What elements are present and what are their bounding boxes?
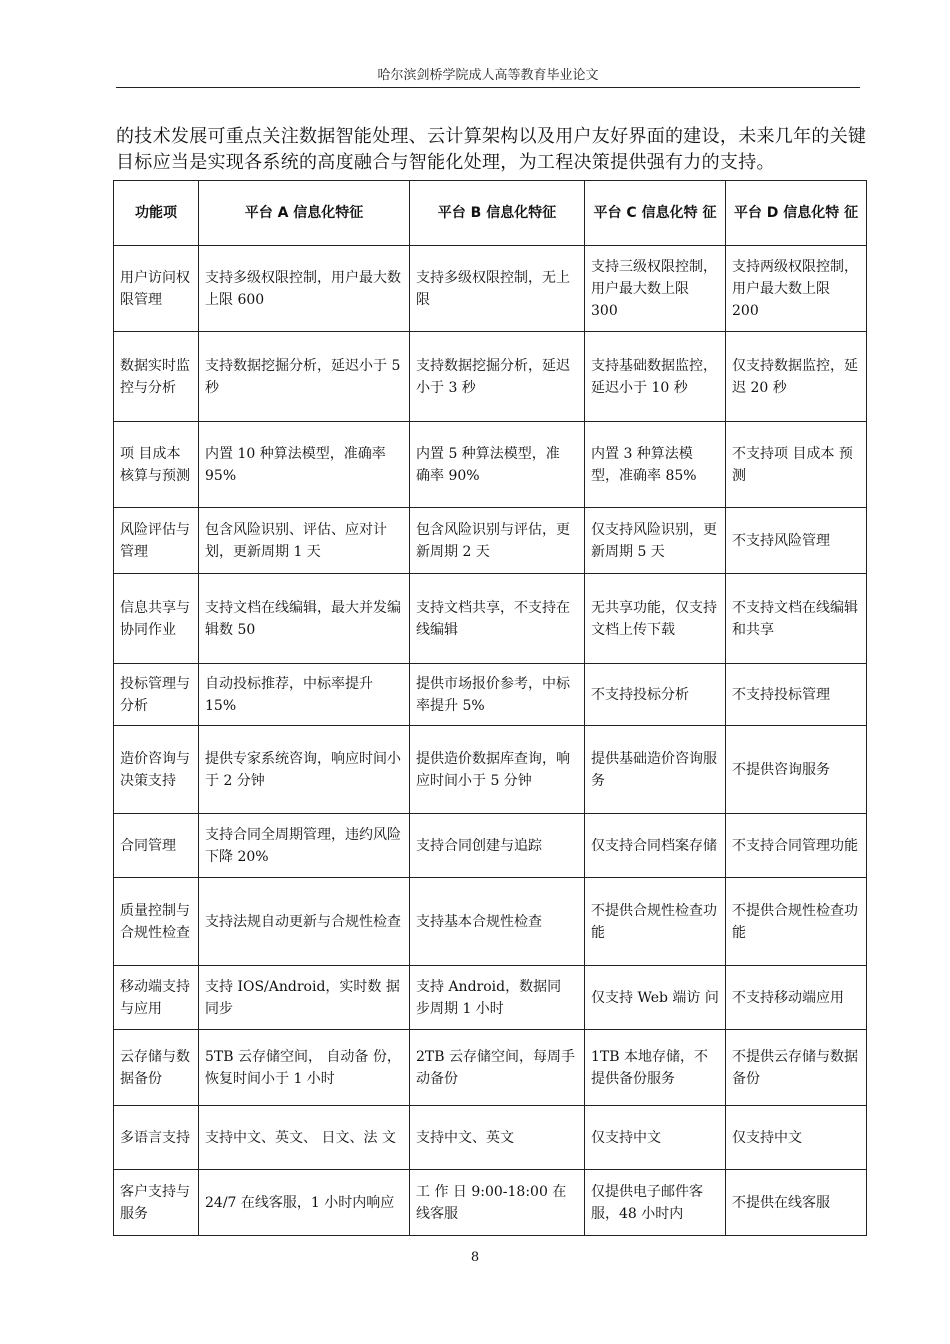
table-cell: 内置 10 种算法模型，准确率 95% bbox=[199, 422, 410, 508]
table-cell: 工 作 日 9:00-18:00 在 线客服 bbox=[410, 1170, 585, 1236]
table-cell: 支持合同全周期管理，违约风险下降 20% bbox=[199, 814, 410, 878]
table-cell: 客户支持与服务 bbox=[114, 1170, 199, 1236]
header-rule bbox=[116, 87, 860, 88]
table-row bbox=[114, 878, 867, 966]
table-cell: 不提供在线客服 bbox=[726, 1170, 867, 1236]
header-cell: 平台 C 信息化特 征 bbox=[585, 181, 726, 246]
table-cell: 合同管理 bbox=[114, 814, 199, 878]
table-cell: 云存储与数据备份 bbox=[114, 1030, 199, 1106]
table-cell: 5TB 云存储空间， 自动备 份，恢复时间小于 1 小时 bbox=[199, 1030, 410, 1106]
table-cell: 自动投标推荐，中标率提升 15% bbox=[199, 664, 410, 726]
table-cell: 信息共享与协同作业 bbox=[114, 574, 199, 664]
table-row bbox=[114, 814, 867, 878]
table-header-row bbox=[114, 181, 867, 246]
table-cell: 仅支持合同档案存储 bbox=[585, 814, 726, 878]
table-cell: 支持基础数据监控，延迟小于 10 秒 bbox=[585, 332, 726, 422]
table-cell: 仅支持中文 bbox=[585, 1106, 726, 1170]
table-cell: 支持 Android，数据同 步周期 1 小时 bbox=[410, 966, 585, 1030]
table-cell: 支持三级权限控制，用户最大数上限 300 bbox=[585, 246, 726, 332]
table-cell: 不支持项 目成本 预测 bbox=[726, 422, 867, 508]
table-row bbox=[114, 664, 867, 726]
table-cell: 投标管理与分析 bbox=[114, 664, 199, 726]
page-header: 哈尔滨剑桥学院成人高等教育毕业论文 bbox=[377, 68, 599, 83]
table-cell: 支持数据挖掘分析，延迟小于 5 秒 bbox=[199, 332, 410, 422]
table-cell: 项 目成本核算与预测 bbox=[114, 422, 199, 508]
table-cell: 不提供合规性检查功能 bbox=[585, 878, 726, 966]
table-cell: 24/7 在线客服，1 小时内响应 bbox=[199, 1170, 410, 1236]
table-cell: 包含风险识别与评估，更新周期 2 天 bbox=[410, 508, 585, 574]
table-row bbox=[114, 966, 867, 1030]
table-row bbox=[114, 1106, 867, 1170]
table-cell: 不提供合规性检查功能 bbox=[726, 878, 867, 966]
header-cell: 平台 B 信息化特征 bbox=[410, 181, 585, 246]
table-cell: 支持两级权限控制，用户最大数上限 200 bbox=[726, 246, 867, 332]
table-cell: 多语言支持 bbox=[114, 1106, 199, 1170]
body-paragraph: 的技术发展可重点关注数据智能处理、云计算架构以及用户友好界面的建设，未来几年的关键目标应当是实现各系统的高度融合与智能化处理，为工程决策提供强有力的支持。 bbox=[116, 126, 867, 173]
table-cell: 不支持文档在线编辑和共享 bbox=[726, 574, 867, 664]
header-cell: 平台 A 信息化特征 bbox=[199, 181, 410, 246]
table-cell: 支持多级权限控制，用户最大数上限 600 bbox=[199, 246, 410, 332]
table-cell: 造价咨询与决策支持 bbox=[114, 726, 199, 814]
table-row bbox=[114, 1170, 867, 1236]
platform-comparison-table bbox=[113, 180, 867, 1236]
table-cell: 仅支持 Web 端访 问 bbox=[585, 966, 726, 1030]
table-cell: 支持中文、英文 bbox=[410, 1106, 585, 1170]
table-cell: 不支持移动端应用 bbox=[726, 966, 867, 1030]
table-row bbox=[114, 332, 867, 422]
page-number: 8 bbox=[470, 1250, 480, 1265]
table-cell: 支持法规自动更新与合规性检查 bbox=[199, 878, 410, 966]
table-cell: 数据实时监控与分析 bbox=[114, 332, 199, 422]
table-row bbox=[114, 726, 867, 814]
table-cell: 包含风险识别、评估、应对计划，更新周期 1 天 bbox=[199, 508, 410, 574]
table-cell: 不提供云存储与数据备份 bbox=[726, 1030, 867, 1106]
table-cell: 仅支持中文 bbox=[726, 1106, 867, 1170]
table-cell: 内置 3 种算法模型，准确率 85% bbox=[585, 422, 726, 508]
table-row bbox=[114, 246, 867, 332]
table-cell: 支持数据挖掘分析，延迟小于 3 秒 bbox=[410, 332, 585, 422]
table-cell: 无共享功能，仅支持文档上传下载 bbox=[585, 574, 726, 664]
table-cell: 提供市场报价参考，中标率提升 5% bbox=[410, 664, 585, 726]
table-row bbox=[114, 1030, 867, 1106]
header-cell: 平台 D 信息化特 征 bbox=[726, 181, 867, 246]
table-cell: 不支持投标分析 bbox=[585, 664, 726, 726]
table-cell: 提供造价数据库查询，响应时间小于 5 分钟 bbox=[410, 726, 585, 814]
table-cell: 用户访问权限管理 bbox=[114, 246, 199, 332]
table-cell: 不支持合同管理功能 bbox=[726, 814, 867, 878]
table-cell: 支持 IOS/Android，实时数 据同步 bbox=[199, 966, 410, 1030]
table-cell: 质量控制与合规性检查 bbox=[114, 878, 199, 966]
table-cell: 不提供咨询服务 bbox=[726, 726, 867, 814]
table-cell: 1TB 本地存储，不 提供备份服务 bbox=[585, 1030, 726, 1106]
table-cell: 仅支持数据监控，延迟 20 秒 bbox=[726, 332, 867, 422]
table-row bbox=[114, 574, 867, 664]
table-cell: 支持合同创建与追踪 bbox=[410, 814, 585, 878]
table-cell: 支持文档在线编辑，最大并发编辑数 50 bbox=[199, 574, 410, 664]
table-cell: 不支持投标管理 bbox=[726, 664, 867, 726]
table-cell: 提供专家系统咨询，响应时间小于 2 分钟 bbox=[199, 726, 410, 814]
table-cell: 仅支持风险识别，更新周期 5 天 bbox=[585, 508, 726, 574]
table-row bbox=[114, 422, 867, 508]
table-cell: 2TB 云存储空间，每周手动备份 bbox=[410, 1030, 585, 1106]
table-cell: 支持中文、英文、 日文、法 文 bbox=[199, 1106, 410, 1170]
table-cell: 移动端支持与应用 bbox=[114, 966, 199, 1030]
table-cell: 仅提供电子邮件客服，48 小时内 bbox=[585, 1170, 726, 1236]
table-cell: 支持基本合规性检查 bbox=[410, 878, 585, 966]
table-cell: 支持文档共享，不支持在线编辑 bbox=[410, 574, 585, 664]
table-cell: 内置 5 种算法模型，准 确率 90% bbox=[410, 422, 585, 508]
table-cell: 支持多级权限控制，无上限 bbox=[410, 246, 585, 332]
table-cell: 提供基础造价咨询服务 bbox=[585, 726, 726, 814]
header-cell: 功能项 bbox=[114, 181, 199, 246]
table-cell: 风险评估与管理 bbox=[114, 508, 199, 574]
table-cell: 不支持风险管理 bbox=[726, 508, 867, 574]
table-row bbox=[114, 508, 867, 574]
